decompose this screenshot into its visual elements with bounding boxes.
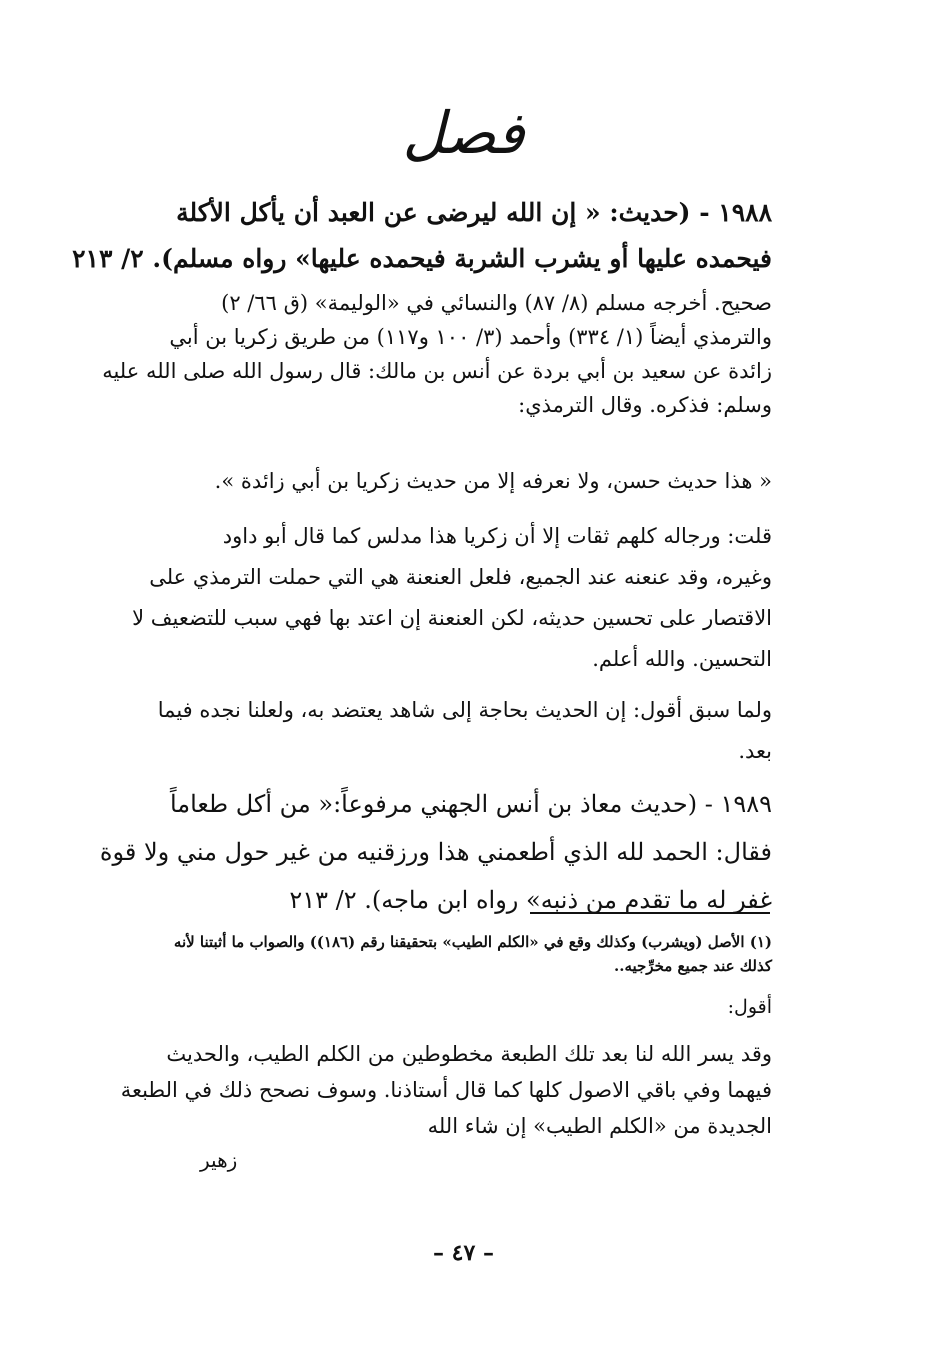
hadith-1988 — [72, 190, 772, 282]
hadith-1989-line: غفر له ما تقدم من ذنبه» رواه ابن ماجه). ٢/ ٢١٣ — [289, 886, 772, 914]
note-line: فيهما وفي باقي الاصول كلها كما قال أستاذنا. وسوف نصحح ذلك في الطبعة — [120, 1078, 772, 1102]
tirmidhi-quote — [150, 464, 772, 498]
commentary-line: الاقتصار على تحسين حديثه، لكن العنعنة إن اعتد بها فهي سبب للتضعيف لا — [132, 606, 772, 630]
footnote — [150, 930, 772, 978]
commentary-line: صحيح. أخرجه مسلم (٨/ ٨٧) والنسائي في «الوليمة» (ق ٦٦/ ٢) — [221, 291, 772, 315]
commentary-paragraph-2 — [132, 516, 772, 680]
note-label: أقول: — [727, 996, 772, 1018]
footnote-line: كذلك عند جميع مخرِّجيه.. — [614, 957, 772, 975]
note-label-block — [150, 992, 772, 1022]
commentary-line: قلت: ورجاله كلهم ثقات إلا أن زكريا هذا مدلس كما قال أبو داود — [222, 524, 772, 548]
commentary-line: والترمذي أيضاً (١/ ٣٣٤) وأحمد (٣/ ١٠٠ و١١٧) من طريق زكريا بن أبي — [169, 325, 772, 349]
commentary-line: وسلم: فذكره. وقال الترمذي: — [518, 393, 772, 417]
commentary-line: ولما سبق أقول: إن الحديث بحاجة إلى شاهد يعتضد به، ولعلنا نجده فيما — [157, 698, 772, 722]
hadith-1989 — [99, 780, 772, 924]
signature: زهير — [200, 1148, 238, 1172]
editor-note — [120, 1036, 772, 1144]
hadith-1989-line: ١٩٨٩ - (حديث معاذ بن أنس الجهني مرفوعاً:« من أكل طعاماً — [169, 790, 772, 818]
commentary-line: وغيره، وقد عنعنه عند الجميع، فلعل العنعنة هي التي حملت الترمذي على — [149, 565, 772, 589]
commentary-paragraph-3 — [150, 690, 772, 772]
section-heading: فصل — [402, 99, 525, 167]
hadith-1989-line: فقال: الحمد لله الذي أطعمني هذا ورزقنيه من غير حول مني ولا قوة — [99, 838, 772, 866]
hadith-1988-line: فيحمده عليها أو يشرب الشربة فيحمده عليها» رواه مسلم). ٢/ ٢١٣ — [72, 244, 772, 273]
footnote-divider — [530, 912, 770, 914]
footnote-line: (١) الأصل (ويشرب) وكذلك وقع في «الكلم الطيب» بتحقيقنا رقم (١٨٦)) والصواب ما أثبتنا لأنه — [173, 933, 772, 951]
commentary-line: بعد. — [738, 739, 772, 763]
commentary-paragraph-1 — [102, 286, 772, 422]
commentary-line: التحسين. والله أعلم. — [592, 647, 772, 671]
commentary-line: زائدة عن سعيد بن أبي بردة عن أنس بن مالك: قال رسول الله صلى الله عليه — [102, 359, 772, 383]
note-line: وقد يسر الله لنا بعد تلك الطبعة مخطوطين من الكلم الطيب، والحديث — [166, 1042, 772, 1066]
page-number: – ٤٧ – — [433, 1240, 494, 1266]
quote-line: « هذا حديث حسن، ولا نعرفه إلا من حديث زكريا بن أبي زائدة ». — [214, 469, 772, 493]
hadith-1988-line: ١٩٨٨ - (حديث: « إن الله ليرضى عن العبد أن يأكل الأكلة — [176, 198, 772, 227]
note-line: الجديدة من «الكلم الطيب» إن شاء الله — [427, 1114, 772, 1138]
